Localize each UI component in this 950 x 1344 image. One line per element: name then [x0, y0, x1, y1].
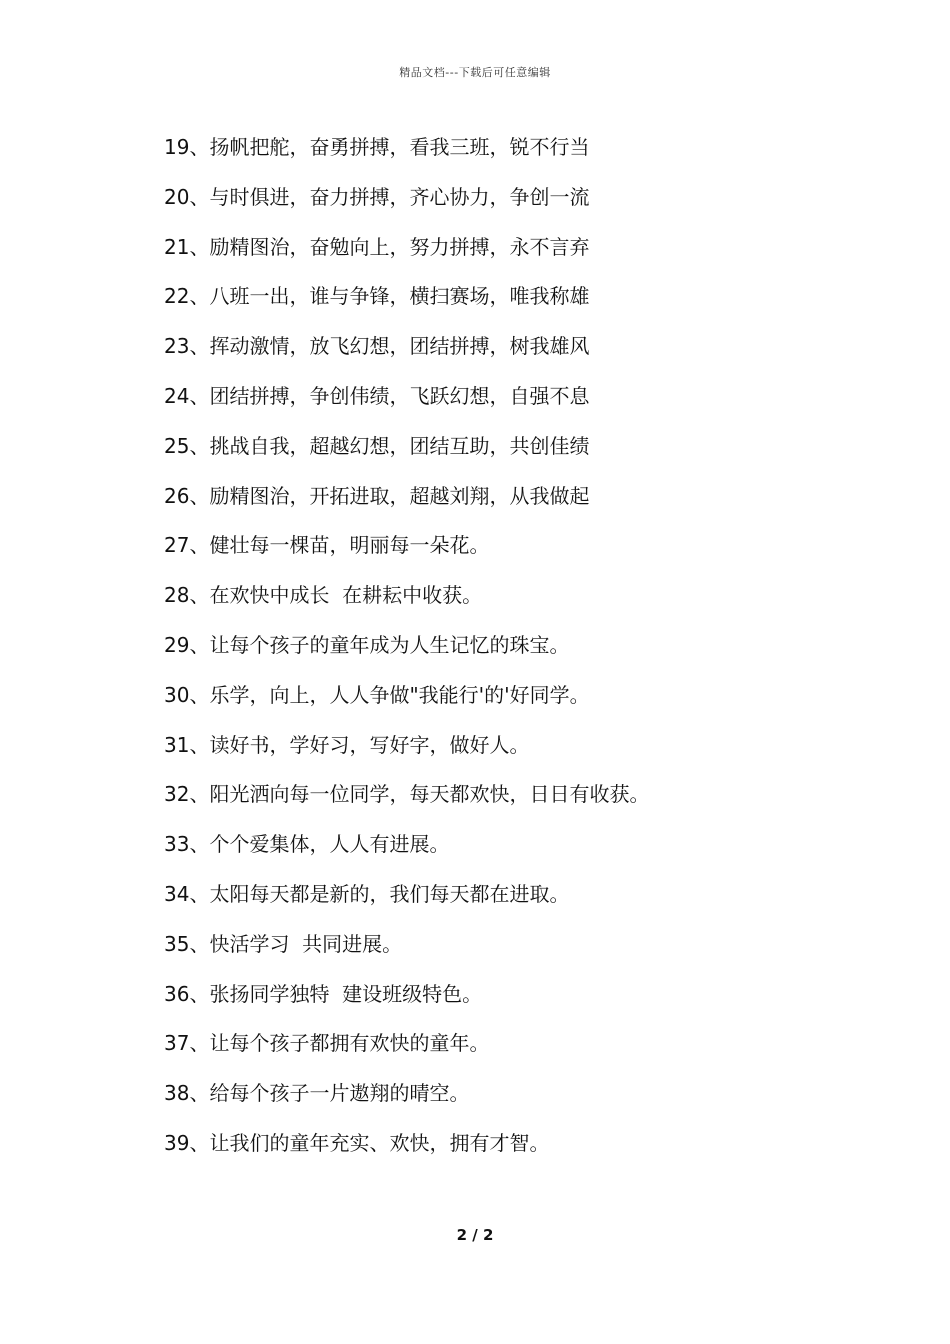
slogan-line: 32、阳光洒向每一位同学，每天都欢快，日日有收获。: [164, 782, 650, 807]
slogan-list: [164, 130, 844, 1176]
page-number: 2 / 2: [456, 1226, 494, 1244]
slogan-line: 26、励精图治，开拓进取，超越刘翔，从我做起: [164, 483, 590, 508]
slogan-line: 27、健壮每一棵苗，明丽每一朵花。: [164, 533, 490, 558]
slogan-line: 37、让每个孩子都拥有欢快的童年。: [164, 1031, 490, 1056]
slogan-line: 20、与时俱进，奋力拼搏，齐心协力，争创一流: [164, 184, 590, 209]
slogan-line: 29、让每个孩子的童年成为人生记忆的珠宝。: [164, 632, 570, 657]
slogan-line: 36、张扬同学独特 建设班级特色。: [164, 981, 483, 1006]
slogan-line: 34、太阳每天都是新的，我们每天都在进取。: [164, 881, 570, 906]
slogan-line: 19、扬帆把舵，奋勇拼搏，看我三班，锐不行当: [164, 135, 590, 159]
slogan-line: 38、给每个孩子一片遨翔的晴空。: [164, 1081, 470, 1106]
slogan-line: 39、让我们的童年充实、欢快，拥有才智。: [164, 1130, 550, 1155]
slogan-line: 30、乐学，向上，人人争做"我能行'的'好同学。: [164, 682, 590, 707]
slogan-line: 35、快活学习 共同进展。: [164, 931, 403, 956]
slogan-line: 21、励精图治，奋勉向上，努力拼搏，永不言弃: [164, 234, 590, 259]
slogan-line: 24、团结拼搏，争创伟绩，飞跃幻想，自强不息: [164, 383, 590, 408]
slogan-line: 22、八班一出，谁与争锋，横扫赛场，唯我称雄: [164, 284, 590, 309]
page-header: 精品文档---下载后可任意编辑: [399, 66, 551, 79]
slogan-line: 31、读好书，学好习，写好字，做好人。: [164, 732, 530, 757]
slogan-line: 28、在欢快中成长 在耕耘中收获。: [164, 583, 483, 608]
slogan-line: 25、挑战自我，超越幻想，团结互助，共创佳绩: [164, 433, 590, 458]
slogan-line: 33、个个爱集体，人人有进展。: [164, 832, 450, 857]
slogan-line: 23、挥动激情，放飞幻想，团结拼搏，树我雄风: [164, 334, 590, 359]
